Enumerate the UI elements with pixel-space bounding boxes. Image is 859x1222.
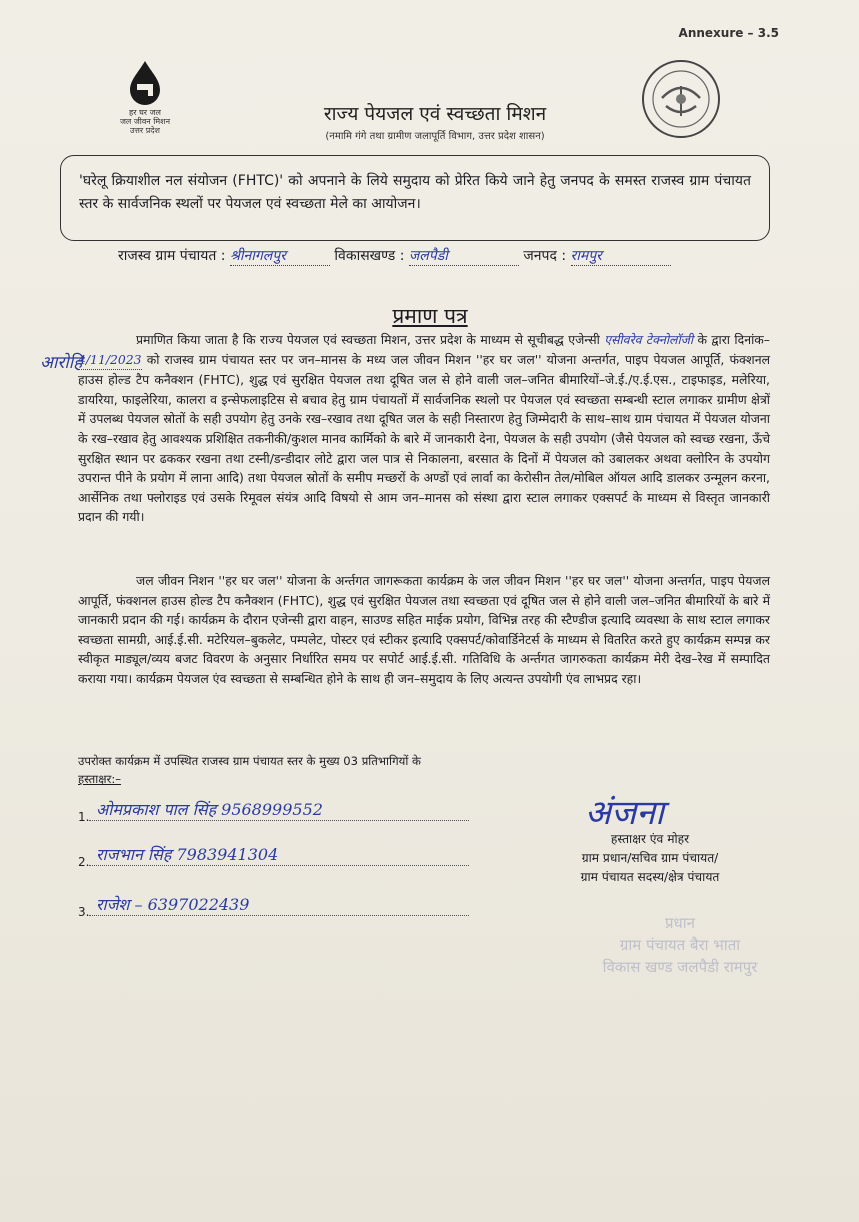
gp-value: श्रीनागलपुर — [230, 246, 330, 266]
certificate-paragraph-1 — [78, 330, 770, 527]
certificate-paragraph-2 — [78, 571, 770, 689]
sign-line-1: हस्ताक्षर एंव मोहर — [610, 832, 690, 846]
subject-box: 'घरेलू क्रियाशील नल संयोजन (FHTC)' को अपनाने के लिये समुदाय को प्रेरित किये जाने हेतु जनपद के समस्त राजस्व ग्राम पंचायत स्तर के सार्वजनिक स्थलों पर पेयजल एवं स्वच्छता मेले का आयोजन। — [60, 155, 770, 241]
water-drop-tap-icon — [120, 58, 170, 108]
gp-label: राजस्व ग्राम पंचायत : — [118, 248, 226, 264]
sign-line-3: ग्राम पंचायत सदस्य/क्षेत्र पंचायत — [580, 870, 720, 884]
org-subtitle: (नमामि गंगे तथा ग्रामीण जलापूर्ति विभाग, उत्तर प्रदेश शासन) — [325, 131, 545, 142]
signatory-designation — [535, 830, 765, 887]
participant-number: 1. — [78, 810, 90, 824]
participant-number: 2. — [78, 855, 90, 869]
stamp-line-3: विकास खण्ड जलपैडी रामपुर — [602, 958, 758, 976]
district-value: रामपुर — [571, 246, 671, 266]
para1-part3: को राजस्व ग्राम पंचायत स्तर पर जन–मानस के मध्य जल जीवन मिशन ''हर घर जल'' योजना अन्तर्गत, पाइप पेयजल आपूर्ति, फंक्शनल हाउस होल्ड टैप कनैक्शन (FHTC), शुद्ध एवं सुरक्षित पेयजल तथा दूषित जल से होने वाली जल–जनित बीमारियों–जे.ई./ए.ई.एस., टाइफाइड, मलेरिया, डायरिया, फाइलेरिया, कालरा व इन्सेफलाइटिस से बचाव हेतु ग्राम पंचायतों में सार्वजनिक स्थलो पर पेयजल एवं स्वच्छता सम्बन्धी स्टाल लगाकर ग्रामीण क्षेत्रों में उपलब्ध पेयजल स्रोतों के सही उपयोग हेतु उनके रख–रखाव तथा दूषित जल के सही निस्तारण हेतु जिम्मेदारी के साथ–साथ ग्राम पंचायत में पेयजल योजना के रख–रखाव हेतु आवश्यक प्रशिक्षित तकनीकी/कुशल मानव कार्मिको के बारे में जानकारी देना, पेयजल के सही उपयोग (जैसे पेयजल को स्वच्छ रखना, ऊँचे सुरक्षित स्थान पर ढककर रखना तथा टस्नी/डन्डीदार लोटे द्वारा जल पात्र से निकालना, बरसात के दिनों में पेयजल को उबालकर अथवा क्लोरिन के उपयोग उपरान्त पीने के प्रयोग में लाना आदि) तथा पेयजल स्रोतों के समीप मच्छरों के अण्डों एवं लार्वा का केरोसीन तेल/मोबिल ऑयल आदि डालकर उन्मूलन करना, आर्सेनिक तथा फ्लोराइड एवं उसके रिमूवल संयंत्र आदि विषयो से आम जन–मानस को संस्था द्वारा स्टाल लगाकर एक्सपर्ट के माध्यम से विस्तृत जानकारी प्रदान की गयी। — [78, 351, 770, 525]
participant-signature: ओमप्रकाश पाल सिंह 9568999552 — [96, 800, 323, 819]
para2-text: जल जीवन निशन ''हर घर जल'' योजना के अर्न्तगत जागरूकता कार्यक्रम के जल जीवन मिशन ''हर घर जल'' योजना अन्तर्गत, पाइप पेयजल आपूर्ति, फंक्शनल हाउस होल्ड टैप कनैक्शन (FHTC), शुद्ध एवं सुरक्षित पेयजल तथा स्वच्छता एवं दूषित जल से होने वाली जल–जनित बीमारियों के बारे में जानकारी प्रदान की गई। कार्यक्रम के दौरान एजेन्सी द्वारा वाहन, साउण्ड सहित माईक प्रयोग, विभिन्न तरह की स्टैण्डीज इत्यादि व्यवस्था के साथ स्टाल लगाकर स्वच्छता सामग्री, आई.ई.सी. मटेरियल–बुकलेट, पम्पलेट, पोस्टर एवं स्टीकर इत्यादि एक्सपर्ट/कोवार्डिनेटर्स के माध्यम से वितरित करते हुए कार्यक्रम सम्पन्न कर स्वीकृत माड्यूल/व्यय बजट विवरण के अनुसार निर्धारित समय पर सपोर्ट आई.ई.सी. गतिविधि के अर्न्तगत जागरुकता कार्यक्रम मेरी देख–रेख में सम्पादित कराया गया। कार्यक्रम पेयजल एंव स्वच्छता से सम्बन्धित होने के साथ ही जन–समुदाय के लिए अत्यन्त उपयोगी एंव लाभप्रद रहा। — [78, 573, 770, 686]
location-line — [118, 246, 778, 266]
participants-sign-label: हस्ताक्षर:– — [78, 772, 122, 786]
annexure-label: Annexure – 3.5 — [678, 26, 779, 40]
jal-jeevan-mission-logo — [110, 58, 180, 135]
para1-part1: प्रमाणित किया जाता है कि राज्य पेयजल एवं स्वच्छता मिशन, उत्तर प्रदेश के माध्यम से सूचीबद्ध एजेन्सी — [136, 332, 600, 347]
para1-part2: के द्वारा दिनांक– — [697, 332, 770, 347]
participants-intro-text: उपरोक्त कार्यक्रम में उपस्थित राजस्व ग्राम पंचायत स्तर के मुख्य 03 प्रतिभागियों के — [78, 754, 421, 768]
participants-intro — [78, 752, 508, 788]
up-government-seal-icon — [640, 58, 722, 140]
stamp-line-1: प्रधान — [665, 914, 695, 932]
org-title: राज्य पेयजल एवं स्वच्छता मिशन — [323, 103, 547, 125]
event-date-handwritten: 4/11/2023 — [78, 350, 142, 371]
sign-line-2: ग्राम प्रधान/सचिव ग्राम पंचायत/ — [581, 851, 719, 865]
block-label: विकासखण्ड : — [334, 248, 405, 264]
logo-caption-3: उत्तर प्रदेश — [130, 126, 160, 135]
participant-row — [78, 845, 469, 869]
district-label: जनपद : — [523, 248, 567, 264]
participant-row — [78, 895, 469, 919]
participant-row — [78, 800, 469, 824]
certificate-heading: प्रमाण पत्र — [392, 304, 468, 328]
logo-caption-2: जल जीवन मिशन — [119, 117, 171, 126]
stamp-line-2: ग्राम पंचायत बैरा भाता — [619, 936, 741, 954]
block-value: जलपैडी — [409, 246, 519, 266]
participant-signature: राजभान सिंह 7983941304 — [96, 845, 279, 864]
official-stamp — [570, 912, 790, 978]
agency-name-handwritten: एसीवरेव टेक्नोलॉजी — [604, 332, 694, 347]
official-signature: अंजना — [585, 793, 664, 833]
agency-code-handwritten: आरोहि — [40, 353, 83, 373]
participant-number: 3. — [78, 905, 90, 919]
participant-signature: राजेश – 6397022439 — [96, 895, 250, 914]
logo-caption-1: हर घर जल — [129, 108, 161, 117]
